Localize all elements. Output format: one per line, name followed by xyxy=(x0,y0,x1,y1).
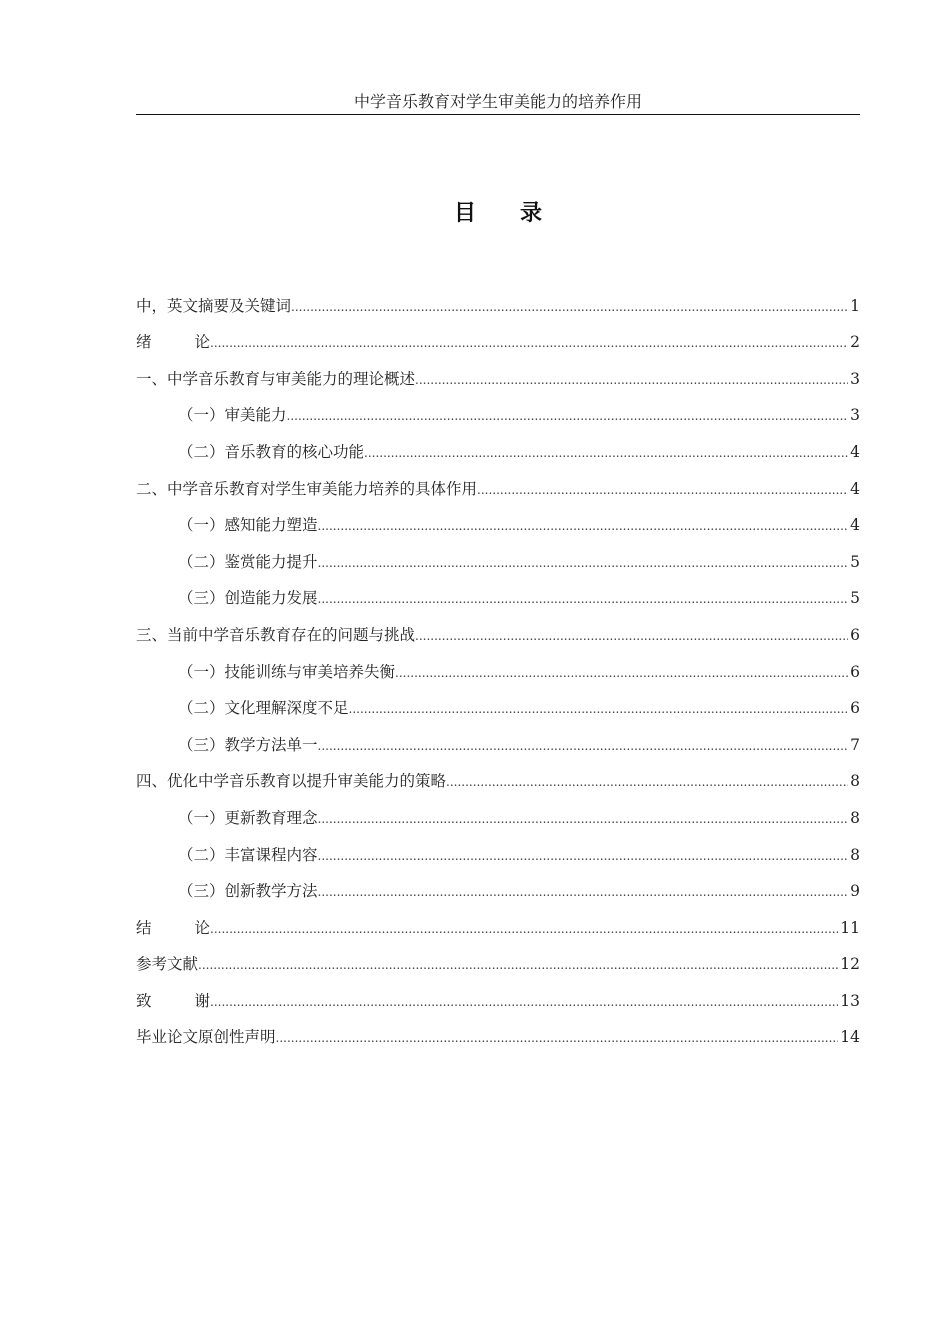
toc-entry-label-char: 论 xyxy=(194,918,210,937)
toc-title-char-2: 录 xyxy=(520,200,543,226)
toc-entry-label: （二）鉴赏能力提升 xyxy=(178,552,318,571)
toc-entry-label xyxy=(136,914,210,942)
toc-entry-label-char: 论 xyxy=(194,333,210,352)
toc-entry-label: （一）更新教育理念 xyxy=(178,808,318,827)
toc-entry-label-char: 致 xyxy=(136,991,152,1010)
toc-entry-section-4-2[interactable] xyxy=(136,832,860,869)
toc-leader-dots xyxy=(415,623,848,649)
toc-leader-dots xyxy=(276,1025,839,1051)
toc-entry-label-char: 谢 xyxy=(194,991,210,1010)
header-rule xyxy=(136,114,860,115)
toc-page-number: 4 xyxy=(850,516,860,535)
toc-page-number: 8 xyxy=(850,808,860,827)
toc-entry-label: （三）创造能力发展 xyxy=(178,589,318,608)
toc-entry-section-2-1[interactable] xyxy=(136,503,860,540)
toc-leader-dots xyxy=(318,879,849,905)
toc-entry-label: 毕业论文原创性声明 xyxy=(136,1028,276,1047)
toc-entry-section-2-2[interactable] xyxy=(136,539,860,576)
toc-entry-label xyxy=(136,328,210,356)
toc-leader-dots xyxy=(318,550,849,576)
toc-entry-conclusion[interactable] xyxy=(136,905,860,942)
toc-page-number: 13 xyxy=(840,991,860,1010)
toc-list xyxy=(136,283,860,1051)
toc-entry-label-char: 绪 xyxy=(136,333,152,352)
toc-leader-dots xyxy=(415,367,848,393)
toc-entry-label: （一）感知能力塑造 xyxy=(178,516,318,535)
toc-entry-section-2-3[interactable] xyxy=(136,576,860,613)
toc-entry-chapter-1[interactable] xyxy=(136,356,860,393)
toc-entry-label: （三）创新教学方法 xyxy=(178,882,318,901)
toc-entry-section-3-2[interactable] xyxy=(136,686,860,723)
toc-page-number: 7 xyxy=(850,735,860,754)
toc-page-number: 8 xyxy=(850,845,860,864)
toc-page-number: 9 xyxy=(850,882,860,901)
toc-page-number: 8 xyxy=(850,772,860,791)
toc-title xyxy=(136,196,860,230)
toc-leader-dots xyxy=(318,513,849,539)
toc-leader-dots xyxy=(210,916,838,942)
toc-entry-section-4-1[interactable] xyxy=(136,795,860,832)
toc-page-number: 5 xyxy=(850,589,860,608)
toc-entry-label: （二）文化理解深度不足 xyxy=(178,699,349,718)
toc-leader-dots xyxy=(395,660,848,686)
toc-entry-label: （一）审美能力 xyxy=(178,406,287,425)
toc-entry-abstract[interactable] xyxy=(136,283,860,320)
toc-page-number: 3 xyxy=(850,406,860,425)
toc-leader-dots xyxy=(318,586,849,612)
toc-entry-references[interactable] xyxy=(136,942,860,979)
toc-entry-introduction[interactable] xyxy=(136,320,860,357)
toc-entry-section-4-3[interactable] xyxy=(136,869,860,906)
toc-title-char-1: 目 xyxy=(453,200,476,226)
toc-page-number: 6 xyxy=(850,625,860,644)
toc-leader-dots xyxy=(210,989,838,1015)
toc-page-number: 2 xyxy=(850,333,860,352)
toc-page-number: 3 xyxy=(850,369,860,388)
toc-page-number: 4 xyxy=(850,479,860,498)
toc-page-number: 1 xyxy=(850,296,860,315)
toc-leader-dots xyxy=(210,330,848,356)
toc-entry-chapter-2[interactable] xyxy=(136,466,860,503)
running-header: 中学音乐教育对学生审美能力的培养作用 xyxy=(353,92,642,111)
toc-entry-chapter-3[interactable] xyxy=(136,612,860,649)
toc-leader-dots xyxy=(446,769,848,795)
toc-page-number: 5 xyxy=(850,552,860,571)
toc-entry-section-1-1[interactable] xyxy=(136,393,860,430)
toc-entry-section-3-3[interactable] xyxy=(136,722,860,759)
toc-entry-label: 一、中学音乐教育与审美能力的理论概述 xyxy=(136,369,416,388)
toc-page-number: 6 xyxy=(850,699,860,718)
toc-entry-chapter-4[interactable] xyxy=(136,759,860,796)
toc-entry-label: 四、优化中学音乐教育以提升审美能力的策略 xyxy=(136,772,447,791)
toc-page-number: 6 xyxy=(850,662,860,681)
toc-entry-label: （二）音乐教育的核心功能 xyxy=(178,442,365,461)
toc-entry-label: 二、中学音乐教育对学生审美能力培养的具体作用 xyxy=(136,479,478,498)
toc-entry-label: （一）技能训练与审美培养失衡 xyxy=(178,662,396,681)
toc-entry-label: （三）教学方法单一 xyxy=(178,735,318,754)
toc-leader-dots xyxy=(318,843,849,869)
toc-entry-label: 参考文献 xyxy=(136,955,199,974)
toc-entry-label: 中，英文摘要及关键词 xyxy=(136,296,292,315)
toc-page-number: 14 xyxy=(840,1028,860,1047)
toc-page-number: 4 xyxy=(850,442,860,461)
toc-leader-dots xyxy=(318,806,849,832)
toc-entry-label: 三、当前中学音乐教育存在的问题与挑战 xyxy=(136,625,416,644)
toc-page-number: 12 xyxy=(840,955,860,974)
toc-entry-label xyxy=(136,987,210,1015)
toc-leader-dots xyxy=(364,440,848,466)
toc-leader-dots xyxy=(349,696,849,722)
toc-leader-dots xyxy=(287,403,849,429)
toc-entry-section-1-2[interactable] xyxy=(136,429,860,466)
toc-entry-acknowledgements[interactable] xyxy=(136,978,860,1015)
toc-entry-originality-statement[interactable] xyxy=(136,1015,860,1052)
toc-entry-section-3-1[interactable] xyxy=(136,649,860,686)
toc-leader-dots xyxy=(291,294,848,320)
toc-entry-label: （二）丰富课程内容 xyxy=(178,845,318,864)
toc-entry-label-char: 结 xyxy=(136,918,152,937)
toc-page-number: 11 xyxy=(840,918,860,937)
toc-leader-dots xyxy=(477,477,848,503)
toc-leader-dots xyxy=(318,733,849,759)
toc-leader-dots xyxy=(198,952,838,978)
